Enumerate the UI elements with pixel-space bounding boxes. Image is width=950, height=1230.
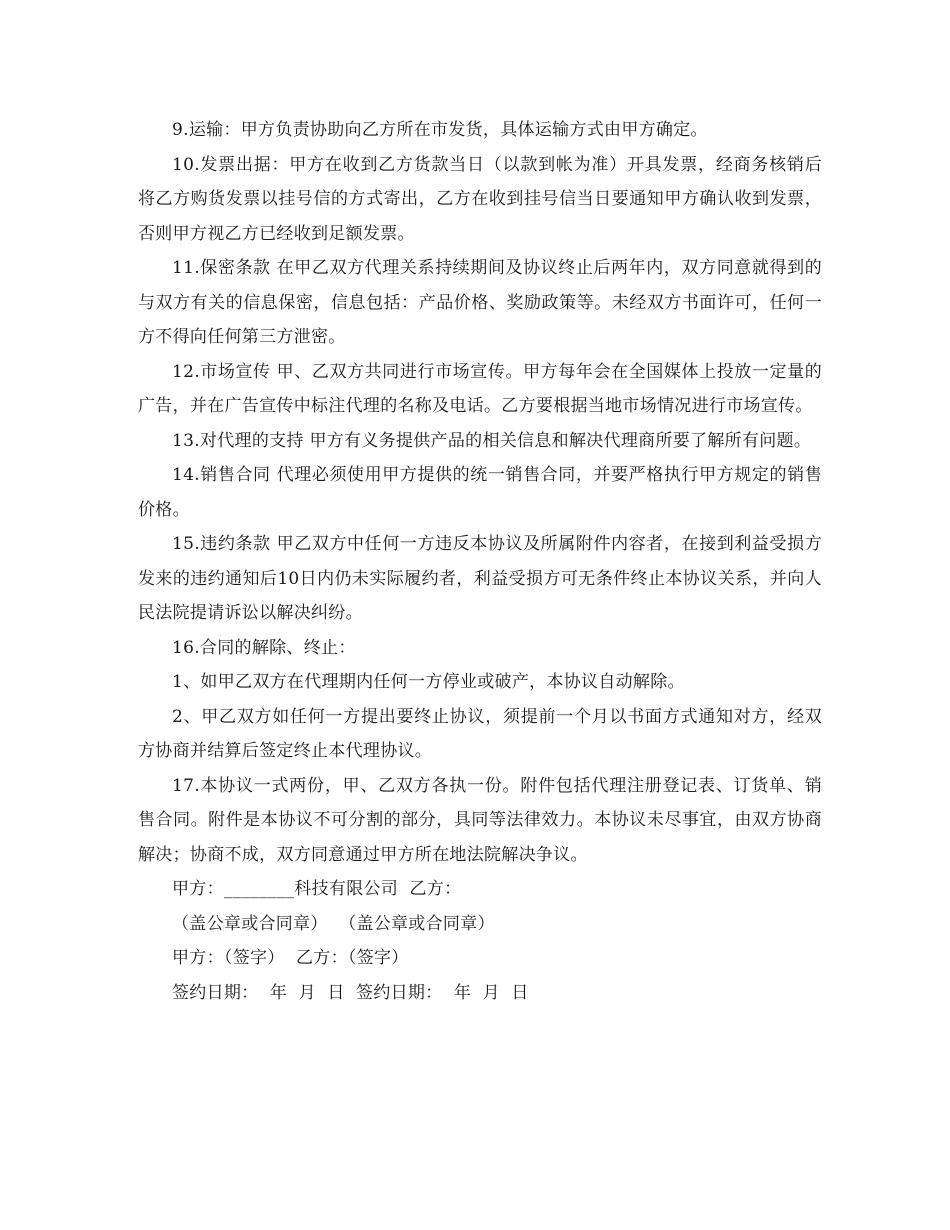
clause-16-termination-heading: 16.合同的解除、终止：: [172, 637, 356, 658]
clause-12-marketing: 12.市场宣传 甲、乙双方共同进行市场宣传。甲方每年会在全国媒体上投放一定量的广告，并在广告宣传中标注代理的名称及电话。乙方要根据当地市场情况进行市场宣传。: [138, 361, 822, 416]
clause-16-item-2: 2、甲乙双方如任何一方提出要终止协议，须提前一个月以书面方式通知对方，经双方协商并结算后签定终止本代理协议。: [138, 706, 822, 761]
clause-10-invoice: 10.发票出据：甲方在收到乙方货款当日（以款到帐为准）开具发票，经商务核销后将乙方购货发票以挂号信的方式寄出，乙方在收到挂号信当日要通知甲方确认收到发票，否则甲方视乙方已经收到足额发票。: [138, 154, 822, 244]
clause-13-support: 13.对代理的支持 甲方有义务提供产品的相关信息和解决代理商所要了解所有问题。: [172, 430, 812, 451]
signature-seal: （盖公章或合同章） （盖公章或合同章）: [172, 913, 495, 934]
document-body: [138, 113, 822, 1010]
clause-17-copies: 17.本协议一式两份，甲、乙双方各执一份。附件包括代理注册登记表、订货单、销售合同。附件是本协议不可分割的部分，具同等法律效力。本协议未尽事宜，由双方协商解决；协商不成，双方同意通过甲方所在地法院解决争议。: [138, 775, 822, 865]
signature-sign: 甲方：（签字） 乙方：（签字）: [172, 948, 409, 968]
clause-15-breach: 15.违约条款 甲乙双方中任何一方违反本协议及所属附件内容者，在接到利益受损方发来的违约通知后10日内仍未实际履约者，利益受损方可无条件终止本协议关系，并向人民法院提请诉讼以解决纠纷。: [138, 534, 822, 623]
clause-16-item-1: 1、如甲乙双方在代理期内任何一方停业或破产，本协议自动解除。: [172, 672, 685, 692]
clause-14-sales-contract: 14.销售合同 代理必须使用甲方提供的统一销售合同，并要严格执行甲方规定的销售价格。: [138, 465, 822, 520]
signature-parties: 甲方：________科技有限公司 乙方：: [172, 879, 462, 899]
signature-date: 签约日期： 年 月 日 签约日期： 年 月 日: [172, 982, 529, 1003]
clause-9-transport: 9.运输：甲方负责协助向乙方所在市发货，具体运输方式由甲方确定。: [172, 120, 708, 140]
clause-11-confidentiality: 11.保密条款 在甲乙双方代理关系持续期间及协议终止后两年内，双方同意就得到的与双方有关的信息保密，信息包括：产品价格、奖励政策等。未经双方书面许可，任何一方不得向任何第三方泄密。: [138, 258, 822, 347]
